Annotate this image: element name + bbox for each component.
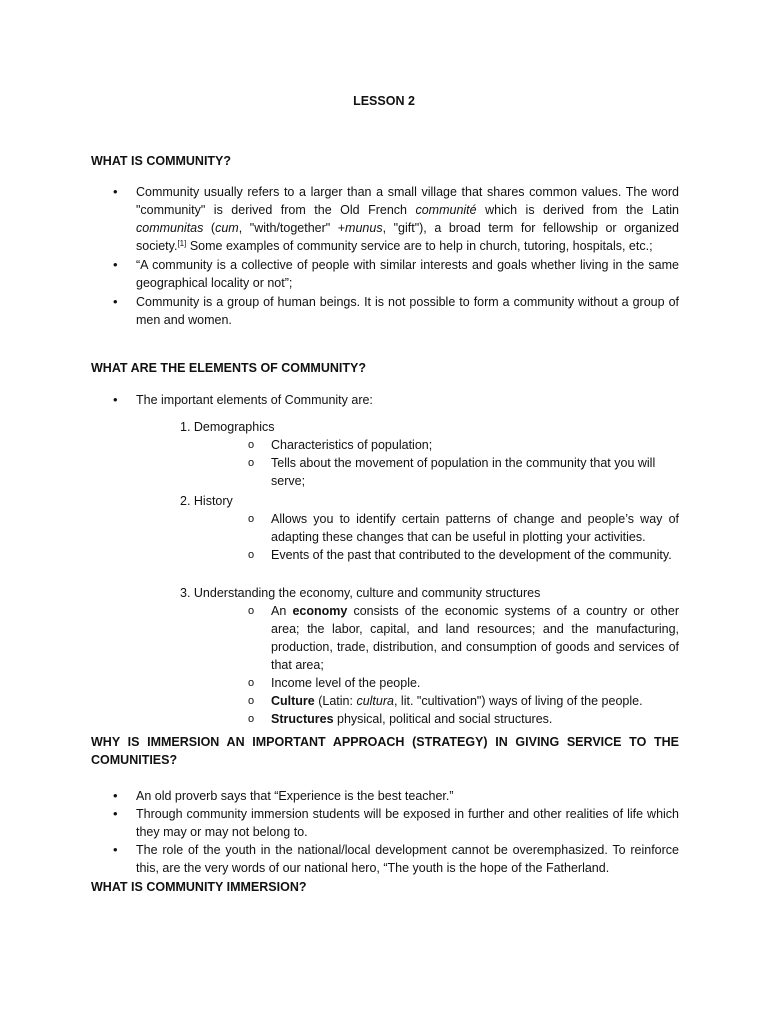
list-item: • “A community is a collective of people with similar interests and goals whether living in the same geographical locality or not”; xyxy=(91,256,679,292)
sub-list-item xyxy=(271,710,679,728)
sub-list-item xyxy=(271,692,679,710)
heading-community-immersion: WHAT IS COMMUNITY IMMERSION? xyxy=(91,880,307,894)
bold-term: Culture xyxy=(271,694,315,708)
text: Community usually refers to a larger than a small village that shares common values. The word "community" is derived from the Old French xyxy=(136,185,679,217)
text: , "gift"), a broad term for fellowship or organized society. xyxy=(136,221,680,253)
italic-term: munus xyxy=(345,221,383,235)
footnote-marker: [1] xyxy=(177,239,187,248)
text: ( xyxy=(203,221,216,235)
text: An xyxy=(271,604,293,618)
text: , "with/together" + xyxy=(238,221,346,235)
text: (Latin: xyxy=(314,694,357,708)
list-item: • An old proverb says that “Experience is the best teacher.” xyxy=(91,787,679,805)
element-demographics-title: 1. Demographics xyxy=(180,420,275,434)
sub-list-item xyxy=(271,602,679,674)
italic-term: communité xyxy=(415,203,477,217)
demographics-sublist xyxy=(271,436,679,490)
bold-term: economy xyxy=(292,604,348,618)
heading-elements-of-community: WHAT ARE THE ELEMENTS OF COMMUNITY? xyxy=(91,361,366,375)
text: , lit. "cultivation") ways of living of the people. xyxy=(393,694,643,708)
sub-list-item: o Allows you to identify certain patterns of change and people’s way of adapting these changes that can be useful in plotting your activities. xyxy=(271,510,679,546)
community-definition-list xyxy=(91,183,679,329)
bold-term: Structures xyxy=(271,712,334,726)
text: Some examples of community service are to help in church, tutoring, hospitals, etc.; xyxy=(186,239,653,253)
italic-term: cum xyxy=(215,221,239,235)
list-item: • Through community immersion students will be exposed in further and other realities of life which they may or may not belong to. xyxy=(91,805,679,841)
italic-term: communitas xyxy=(136,221,204,235)
text: which is derived from the Latin xyxy=(476,203,679,217)
history-sublist xyxy=(271,510,679,564)
heading-what-is-community: WHAT IS COMMUNITY? xyxy=(91,154,232,168)
text: physical, political and social structures. xyxy=(333,712,553,726)
heading-why-immersion: WHY IS IMMERSION AN IMPORTANT APPROACH (STRATEGY) IN GIVING SERVICE TO THE COMUNITIES? xyxy=(91,735,679,767)
list-item: • Community is a group of human beings. It is not possible to form a community without a group of men and women. xyxy=(91,293,679,329)
lesson-title: LESSON 2 xyxy=(353,94,415,108)
text: consists of the economic systems of a country or other area; the labor, capital, and land resources; and the manufacturing, production, trade, distribution, and consumption of goods and services of that area; xyxy=(271,604,679,672)
italic-term: cultura xyxy=(356,694,394,708)
element-history-title: 2. History xyxy=(180,494,233,508)
element-economy-title: 3. Understanding the economy, culture and community structures xyxy=(180,586,541,600)
elements-intro xyxy=(91,391,679,409)
sub-list-item: o Events of the past that contributed to the development of the community. xyxy=(271,546,679,564)
sub-list-item: o Income level of the people. xyxy=(271,674,679,692)
sub-list-item: o Characteristics of population; xyxy=(271,436,679,454)
list-item xyxy=(91,183,679,255)
immersion-reasons-list xyxy=(91,787,679,877)
sub-list-item: o Tells about the movement of population in the community that you will serve; xyxy=(271,454,679,490)
economy-sublist xyxy=(271,602,679,728)
list-item: • The important elements of Community are: xyxy=(91,391,679,409)
list-item: • The role of the youth in the national/local development cannot be overemphasized. To reinforce this, are the very words of our national hero, “The youth is the hope of the Fatherland. xyxy=(91,841,679,877)
